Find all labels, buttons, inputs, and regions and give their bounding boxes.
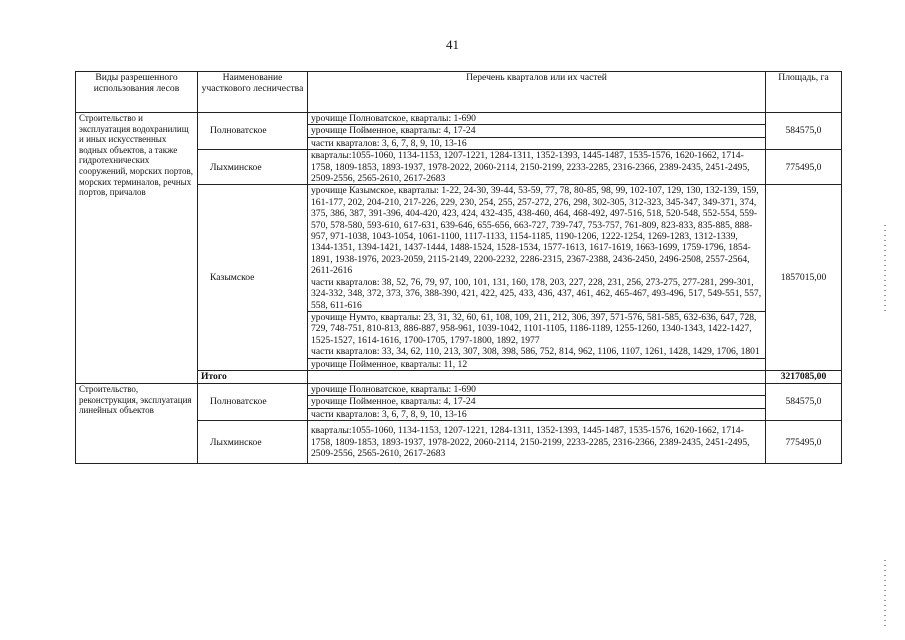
header-quarters: Перечень кварталов или их частей [308,72,766,113]
quarters-text: кварталы:1055-1060, 1134-1153, 1207-1221, 1284-1311, 1352-1393, 1445-1487, 1535-1576, 1620-1662, 1714-1758, 1809-1853, 1893-1937, 1978-2022, 2060-2114, 2150-2199, 2233-2285, 2316-2366, 2389-2435, 2451-2495, 2509-2556, 2565-2610, 2617-2683 [311,425,750,459]
district-name: Полноватское [198,383,308,420]
area-value: 775495,0 [766,421,842,464]
quarters-text: части кварталов: 38, 52, 76, 79, 97, 100, 101, 131, 160, 178, 203, 227, 228, 231, 256, 273-275, 277-281, 299-301, 324-332, 348, 372, 373, 376, 388-390, 421, 422, 425, 433, 436, 437, 461, 462, 465-467, 493-496, 517, 549-551, 557, 558, 611-616 [311,276,762,311]
total-label: Итого [198,370,308,383]
total-empty [308,370,766,383]
quarters-cell [308,421,766,464]
quarters-text: урочище Нумто, кварталы: 23, 31, 32, 60, 61, 108, 109, 211, 212, 306, 397, 571-576, 581-585, 632-636, 647, 728, 729, 748-751, 810-813, 886-887, 958-961, 1039-1042, 1101-1105, 1186-1189, 1255-1260, 1340-1343, 1422-1427, 1525-1527, 1614-1616, 1700-1705, 1797-1800, 1892, 1977 [311,311,757,346]
quarters-line: части кварталов: 3, 6, 7, 8, 9, 10, 13-16 [308,137,765,149]
scan-artifact [884,560,886,630]
quarters-line: урочище Пойменное, кварталы: 11, 12 [308,358,765,370]
use-type-cell: Строительство, реконструкция, эксплуатация линейных объектов [76,383,198,463]
quarters-line: урочище Полноватское, кварталы: 1-690 [311,383,476,395]
quarters-line: урочище Пойменное, кварталы: 4, 17-24 [308,395,765,407]
district-name: Полноватское [198,113,308,150]
quarters-cell [308,113,766,150]
quarters-cell [308,185,766,371]
total-area: 3217085,00 [766,370,842,383]
table-header-row [76,72,842,113]
district-name: Казымское [198,185,308,371]
quarters-block [308,311,765,358]
quarters-text: кварталы:1055-1060, 1134-1153, 1207-1221, 1284-1311, 1352-1393, 1445-1487, 1535-1576, 1620-1662, 1714-1758, 1809-1853, 1893-1937, 1978-2022, 2060-2114, 2150-2199, 2233-2285, 2316-2366, 2389-2435, 2451-2495, 2509-2556, 2565-2610, 2617-2683 [311,150,750,185]
area-value: 775495,0 [766,150,842,185]
quarters-text: урочище Казымское, кварталы: 1-22, 24-30, 39-44, 53-59, 77, 78, 80-85, 98, 99, 102-107, 129, 130, 132-139, 159, 161-177, 202, 204-210, 217-226, 229, 230, 254, 255, 257-272, 276, 298, 302-305, 312-323, 345-347, 349-371, 374, 375, 386, 387, 391-396, 404-420, 423, 424, 432-435, 438-460, 464, 468-492, 497-516, 518, 520-548, 552-554, 559-570, 578-580, 593-610, 617-631, 639-646, 655-656, 663-727, 739-747, 753-757, 761-809, 823-833, 835-885, 888-957, 971-1038, 1043-1054, 1061-1100, 1117-1133, 1154-1185, 1190-1206, 1222-1254, 1269-1283, 1312-1339, 1344-1351, 1394-1421, 1437-1444, 1488-1524, 1528-1534, 1577-1613, 1617-1619, 1663-1699, 1759-1796, 1854-1891, 1938-1976, 2023-2059, 2115-2149, 2200-2232, 2286-2315, 2367-2388, 2436-2450, 2496-2508, 2557-2564, 2611-2616 [311,185,759,277]
quarters-line: части кварталов: 3, 6, 7, 8, 9, 10, 13-16 [308,408,765,420]
scan-artifact [884,225,886,315]
quarters-line: урочище Пойменное, кварталы: 4, 17-24 [308,124,765,136]
forest-use-table [75,71,842,464]
quarters-cell [308,383,766,420]
header-area: Площадь, га [766,72,842,113]
page-number: 41 [446,37,459,52]
table-row [76,113,842,150]
quarters-line: урочище Полноватское, кварталы: 1-690 [311,113,476,124]
district-name: Лыхминское [198,150,308,185]
quarters-block [308,185,765,310]
use-type-cell: Строительство и эксплуатация водохранилищ и иных искусственных водных объектов, а также гидротехнических сооружений, морских портов, морских терминалов, речных портов, причалов [76,113,198,384]
header-use-type: Виды разрешенного использования лесов [76,72,198,113]
area-value: 1857015,00 [766,185,842,371]
quarters-text: части кварталов: 33, 34, 62, 110, 213, 307, 308, 398, 586, 752, 814, 962, 1106, 1107, 1261, 1428, 1429, 1706, 1801 [311,346,760,358]
area-value: 584575,0 [766,383,842,420]
table-row [76,383,842,420]
header-district: Наименование участкового лесничества [198,72,308,113]
area-value: 584575,0 [766,113,842,150]
district-name: Лыхминское [198,421,308,464]
quarters-cell [308,150,766,185]
